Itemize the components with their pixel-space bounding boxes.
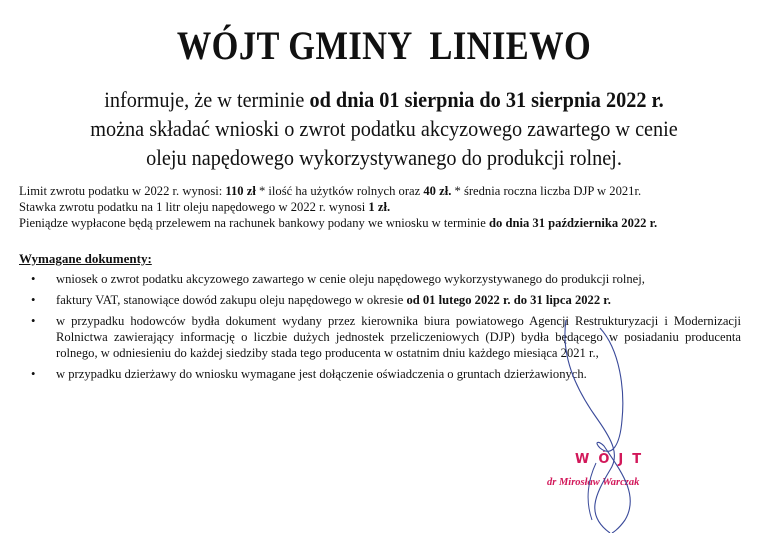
list-item: • wniosek o zwrot podatku akcyzowego zawartego w cenie oleju napędowego wykorzystywanego do produkcji rolnej, [31,272,645,286]
rate-line: Stawka zwrotu podatku na 1 litr oleju napędowego w 2022 r. wynosi 1 zł. [19,200,391,215]
bullet-icon: • [31,314,36,328]
page-title: WÓJT GMINY LINIEWO [176,23,592,68]
bullet-icon: • [31,367,36,381]
refund-info [19,183,759,232]
application-period: od dnia 01 sierpnia do 31 sierpnia 2022 r. [309,87,664,112]
stamp-title: WÓJT [575,452,651,467]
list-item: • faktury VAT, stanowiące dowód zakupu oleju napędowego w okresie od 01 lutego 2022 r. do 31 lipca 2022 r. [31,293,611,307]
bullet-icon: • [31,272,36,286]
bullet-icon: • [31,293,36,307]
required-documents-heading: Wymagane dokumenty: [19,251,152,266]
announcement-lead [0,85,768,172]
list-item: • w przypadku hodowców bydła dokument wydany przez kierownika biura powiatowego Agencji Restrukturyzacji i Modernizacji Rolnictwa zawierający informację o liczbie dużych jednostek przeliczeniowych (DJP) bydła będącego w posiadaniu producenta rolnego, w odniesieniu do każdej siedziby stada tego producenta w ostatnim dniu każdego miesiąca 2021 r., [31,314,741,360]
required-documents-list [19,271,741,387]
stamp-name: dr Mirosław Warczak [547,477,640,488]
lead-line-1: informuje, że w terminie od dnia 01 sierpnia do 31 sierpnia 2022 r. [104,87,664,112]
lead-line-3: oleju napędowego wykorzystywanego do produkcji rolnej. [146,145,622,170]
list-item: • w przypadku dzierżawy do wniosku wymagane jest dołączenie oświadczenia o gruntach dzierżawionych. [31,367,587,381]
payout-line: Pieniądze wypłacone będą przelewem na rachunek bankowy podany we wniosku w terminie do dnia 31 października 2022 r. [19,216,658,231]
limit-line: Limit zwrotu podatku w 2022 r. wynosi: 110 zł * ilość ha użytków rolnych oraz 40 zł. * średnia roczna liczba DJP w 2021r. [19,184,642,198]
lead-line-2: można składać wnioski o zwrot podatku akcyzowego zawartego w cenie [90,116,678,141]
